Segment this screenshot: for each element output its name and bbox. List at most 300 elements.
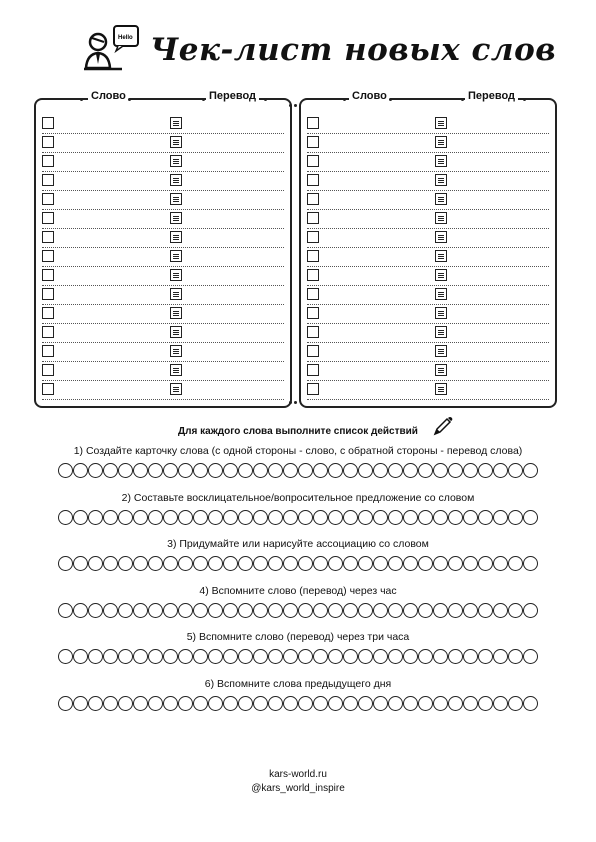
- translation-icon[interactable]: [435, 136, 447, 148]
- progress-circle[interactable]: [313, 556, 328, 571]
- word-checkbox[interactable]: [307, 117, 319, 129]
- progress-circle[interactable]: [178, 510, 193, 525]
- progress-circle[interactable]: [343, 649, 358, 664]
- word-checkbox[interactable]: [42, 155, 54, 167]
- progress-circle[interactable]: [358, 649, 373, 664]
- progress-circle[interactable]: [463, 696, 478, 711]
- progress-circle[interactable]: [238, 463, 253, 478]
- progress-circle[interactable]: [403, 556, 418, 571]
- progress-circle[interactable]: [223, 603, 238, 618]
- progress-circle[interactable]: [148, 556, 163, 571]
- progress-circle[interactable]: [193, 556, 208, 571]
- progress-circle[interactable]: [103, 463, 118, 478]
- word-checkbox[interactable]: [42, 212, 54, 224]
- progress-circle[interactable]: [283, 603, 298, 618]
- header-dot: [128, 98, 131, 101]
- progress-circle[interactable]: [88, 603, 103, 618]
- word-checkbox[interactable]: [42, 307, 54, 319]
- progress-circle[interactable]: [508, 603, 523, 618]
- word-checkbox[interactable]: [307, 326, 319, 338]
- word-row: [42, 266, 284, 286]
- progress-circle[interactable]: [208, 649, 223, 664]
- progress-circle[interactable]: [478, 603, 493, 618]
- progress-circle[interactable]: [208, 510, 223, 525]
- progress-circle[interactable]: [73, 510, 88, 525]
- word-checkbox[interactable]: [307, 174, 319, 186]
- word-row: [307, 190, 549, 210]
- progress-circle[interactable]: [163, 463, 178, 478]
- word-table-right: [299, 90, 557, 408]
- translation-icon[interactable]: [170, 288, 182, 300]
- progress-circle[interactable]: [58, 649, 73, 664]
- progress-circle[interactable]: [133, 510, 148, 525]
- progress-circle[interactable]: [388, 510, 403, 525]
- progress-circle[interactable]: [133, 649, 148, 664]
- panel-separator-dots: [289, 104, 297, 108]
- column-header-word: Слово: [88, 90, 129, 102]
- column-header-word: Слово: [349, 90, 390, 102]
- word-checkbox[interactable]: [42, 117, 54, 129]
- word-checkbox[interactable]: [42, 231, 54, 243]
- progress-circle[interactable]: [373, 696, 388, 711]
- progress-circle[interactable]: [388, 463, 403, 478]
- progress-circle[interactable]: [373, 649, 388, 664]
- translation-icon[interactable]: [435, 212, 447, 224]
- progress-circle[interactable]: [178, 556, 193, 571]
- progress-circle[interactable]: [448, 603, 463, 618]
- progress-circle[interactable]: [448, 649, 463, 664]
- progress-circle[interactable]: [418, 510, 433, 525]
- progress-circle[interactable]: [388, 649, 403, 664]
- word-row: [42, 152, 284, 172]
- progress-circle[interactable]: [313, 696, 328, 711]
- progress-circle[interactable]: [433, 696, 448, 711]
- progress-circle[interactable]: [58, 510, 73, 525]
- progress-circle[interactable]: [433, 603, 448, 618]
- progress-circle[interactable]: [463, 463, 478, 478]
- progress-circle[interactable]: [373, 556, 388, 571]
- progress-circle[interactable]: [523, 510, 538, 525]
- word-row: [42, 190, 284, 210]
- word-row: [42, 361, 284, 381]
- progress-circle[interactable]: [283, 649, 298, 664]
- progress-circle[interactable]: [328, 603, 343, 618]
- progress-circle[interactable]: [418, 696, 433, 711]
- progress-circle[interactable]: [433, 649, 448, 664]
- progress-circle[interactable]: [73, 603, 88, 618]
- word-checkbox[interactable]: [307, 193, 319, 205]
- progress-circle[interactable]: [523, 649, 538, 664]
- progress-circle[interactable]: [373, 463, 388, 478]
- progress-circle[interactable]: [508, 649, 523, 664]
- progress-circle[interactable]: [298, 603, 313, 618]
- progress-circle[interactable]: [163, 510, 178, 525]
- progress-circle[interactable]: [73, 649, 88, 664]
- translation-icon[interactable]: [170, 212, 182, 224]
- progress-circle[interactable]: [163, 649, 178, 664]
- progress-circle[interactable]: [403, 649, 418, 664]
- progress-circle[interactable]: [238, 649, 253, 664]
- teacher-with-speech-bubble-icon: [84, 24, 144, 76]
- word-checkbox[interactable]: [307, 212, 319, 224]
- progress-circle[interactable]: [163, 696, 178, 711]
- header-dot: [461, 98, 464, 101]
- progress-circle[interactable]: [493, 556, 508, 571]
- word-row: [307, 361, 549, 381]
- progress-circle[interactable]: [148, 603, 163, 618]
- progress-circle[interactable]: [88, 463, 103, 478]
- word-checkbox[interactable]: [307, 269, 319, 281]
- progress-circle[interactable]: [118, 463, 133, 478]
- progress-circle[interactable]: [208, 696, 223, 711]
- progress-circle[interactable]: [88, 649, 103, 664]
- progress-circle[interactable]: [448, 510, 463, 525]
- progress-circle[interactable]: [478, 696, 493, 711]
- progress-circle[interactable]: [88, 556, 103, 571]
- word-row: [307, 171, 549, 191]
- progress-circle[interactable]: [193, 510, 208, 525]
- progress-circle[interactable]: [298, 696, 313, 711]
- progress-circle[interactable]: [178, 649, 193, 664]
- progress-circle[interactable]: [148, 510, 163, 525]
- progress-circle[interactable]: [253, 696, 268, 711]
- header-dot: [202, 98, 205, 101]
- progress-circle[interactable]: [298, 556, 313, 571]
- word-checkbox[interactable]: [42, 345, 54, 357]
- progress-circle[interactable]: [283, 463, 298, 478]
- translation-icon[interactable]: [170, 383, 182, 395]
- translation-icon[interactable]: [170, 174, 182, 186]
- progress-circle[interactable]: [223, 556, 238, 571]
- progress-circle[interactable]: [328, 696, 343, 711]
- progress-circle[interactable]: [433, 510, 448, 525]
- progress-circle[interactable]: [478, 649, 493, 664]
- progress-circle[interactable]: [103, 696, 118, 711]
- instructions-title: Для каждого слова выполните список действий: [178, 426, 418, 437]
- progress-circle[interactable]: [283, 556, 298, 571]
- progress-circle[interactable]: [373, 510, 388, 525]
- progress-circle[interactable]: [388, 556, 403, 571]
- word-checkbox[interactable]: [42, 269, 54, 281]
- header-dot: [264, 98, 267, 101]
- progress-circle[interactable]: [253, 556, 268, 571]
- page-header: [0, 18, 596, 82]
- progress-circle[interactable]: [268, 603, 283, 618]
- translation-icon[interactable]: [435, 231, 447, 243]
- progress-circle[interactable]: [178, 696, 193, 711]
- progress-circle[interactable]: [208, 463, 223, 478]
- translation-icon[interactable]: [170, 326, 182, 338]
- progress-circle[interactable]: [103, 556, 118, 571]
- progress-circle[interactable]: [133, 696, 148, 711]
- progress-circle[interactable]: [253, 603, 268, 618]
- word-checkbox[interactable]: [42, 250, 54, 262]
- word-row: [42, 133, 284, 153]
- translation-icon[interactable]: [435, 288, 447, 300]
- page-title: Чек-лист новых слов: [150, 32, 557, 68]
- progress-circle[interactable]: [163, 556, 178, 571]
- translation-icon[interactable]: [170, 117, 182, 129]
- progress-circle[interactable]: [103, 510, 118, 525]
- translation-icon[interactable]: [435, 345, 447, 357]
- word-checkbox[interactable]: [307, 345, 319, 357]
- progress-circle[interactable]: [448, 556, 463, 571]
- word-row: [307, 228, 549, 248]
- progress-circle[interactable]: [463, 649, 478, 664]
- progress-circle[interactable]: [403, 696, 418, 711]
- progress-circle[interactable]: [118, 649, 133, 664]
- progress-circle[interactable]: [163, 603, 178, 618]
- progress-circle[interactable]: [118, 510, 133, 525]
- progress-circle[interactable]: [403, 463, 418, 478]
- progress-circle[interactable]: [253, 463, 268, 478]
- progress-circle[interactable]: [523, 603, 538, 618]
- progress-circle[interactable]: [343, 556, 358, 571]
- progress-circle[interactable]: [358, 510, 373, 525]
- translation-icon[interactable]: [170, 155, 182, 167]
- word-checkbox[interactable]: [42, 326, 54, 338]
- translation-icon[interactable]: [170, 193, 182, 205]
- progress-circle[interactable]: [388, 603, 403, 618]
- task-label: 5) Вспомните слово (перевод) через три часа: [186, 631, 410, 644]
- logo-bubble-text: Hello: [118, 35, 133, 41]
- header-dot: [523, 98, 526, 101]
- progress-circle[interactable]: [343, 510, 358, 525]
- word-row: [42, 342, 284, 362]
- progress-circle[interactable]: [403, 603, 418, 618]
- translation-icon[interactable]: [170, 307, 182, 319]
- progress-circle[interactable]: [493, 696, 508, 711]
- word-row: [42, 304, 284, 324]
- progress-circle[interactable]: [328, 649, 343, 664]
- translation-icon[interactable]: [170, 250, 182, 262]
- translation-icon[interactable]: [170, 136, 182, 148]
- progress-circle[interactable]: [493, 603, 508, 618]
- translation-icon[interactable]: [435, 155, 447, 167]
- progress-circle[interactable]: [148, 696, 163, 711]
- progress-circle[interactable]: [283, 696, 298, 711]
- progress-circle[interactable]: [328, 556, 343, 571]
- word-checkbox[interactable]: [42, 383, 54, 395]
- progress-circle[interactable]: [358, 556, 373, 571]
- progress-circle[interactable]: [523, 696, 538, 711]
- translation-icon[interactable]: [435, 326, 447, 338]
- progress-circle[interactable]: [313, 649, 328, 664]
- progress-circle[interactable]: [193, 649, 208, 664]
- panel-separator-dots: [289, 401, 297, 405]
- progress-circle[interactable]: [448, 463, 463, 478]
- word-row: [307, 133, 549, 153]
- progress-circle[interactable]: [373, 603, 388, 618]
- translation-icon[interactable]: [435, 383, 447, 395]
- word-row: [307, 285, 549, 305]
- progress-circle[interactable]: [103, 603, 118, 618]
- progress-circle[interactable]: [88, 696, 103, 711]
- word-checkbox[interactable]: [307, 288, 319, 300]
- progress-circle[interactable]: [118, 696, 133, 711]
- progress-circle[interactable]: [58, 463, 73, 478]
- translation-icon[interactable]: [435, 193, 447, 205]
- progress-circle[interactable]: [343, 603, 358, 618]
- word-checkbox[interactable]: [42, 193, 54, 205]
- footer-handle: @kars_world_inspire: [251, 783, 345, 794]
- progress-circle[interactable]: [463, 556, 478, 571]
- word-checkbox[interactable]: [307, 231, 319, 243]
- task-label: 4) Вспомните слово (перевод) через час: [199, 584, 397, 597]
- word-checkbox[interactable]: [307, 364, 319, 376]
- progress-circle[interactable]: [508, 510, 523, 525]
- progress-circle[interactable]: [388, 696, 403, 711]
- word-checkbox[interactable]: [307, 307, 319, 319]
- progress-circle[interactable]: [118, 603, 133, 618]
- progress-circle[interactable]: [358, 463, 373, 478]
- header-dot: [80, 98, 83, 101]
- progress-circle[interactable]: [313, 603, 328, 618]
- progress-circle[interactable]: [298, 510, 313, 525]
- progress-circle[interactable]: [88, 510, 103, 525]
- progress-circle[interactable]: [223, 696, 238, 711]
- progress-circle[interactable]: [208, 556, 223, 571]
- progress-circle[interactable]: [238, 696, 253, 711]
- progress-circle[interactable]: [73, 463, 88, 478]
- progress-circle[interactable]: [193, 463, 208, 478]
- progress-circle[interactable]: [268, 556, 283, 571]
- word-row: [42, 228, 284, 248]
- progress-circle[interactable]: [268, 463, 283, 478]
- progress-circle[interactable]: [418, 649, 433, 664]
- translation-icon[interactable]: [435, 174, 447, 186]
- progress-circle[interactable]: [478, 556, 493, 571]
- progress-circle[interactable]: [133, 463, 148, 478]
- progress-circle[interactable]: [133, 556, 148, 571]
- translation-icon[interactable]: [170, 269, 182, 281]
- word-row: [307, 342, 549, 362]
- word-row: [307, 247, 549, 267]
- progress-circle[interactable]: [148, 463, 163, 478]
- progress-circle[interactable]: [283, 510, 298, 525]
- progress-circle[interactable]: [238, 556, 253, 571]
- progress-circle[interactable]: [358, 696, 373, 711]
- column-header-translation: Перевод: [465, 90, 518, 102]
- translation-icon[interactable]: [170, 231, 182, 243]
- progress-circle[interactable]: [463, 510, 478, 525]
- word-row: [42, 323, 284, 343]
- progress-circle[interactable]: [223, 649, 238, 664]
- progress-circle[interactable]: [193, 696, 208, 711]
- word-row: [42, 171, 284, 191]
- translation-icon[interactable]: [170, 364, 182, 376]
- progress-circle[interactable]: [253, 510, 268, 525]
- progress-circle[interactable]: [73, 696, 88, 711]
- progress-circle[interactable]: [463, 603, 478, 618]
- word-row: [42, 247, 284, 267]
- translation-icon[interactable]: [435, 269, 447, 281]
- task-label: 3) Придумайте или нарисуйте ассоциацию со словом: [167, 538, 429, 551]
- progress-circle[interactable]: [223, 510, 238, 525]
- word-checkbox[interactable]: [42, 288, 54, 300]
- progress-circle[interactable]: [253, 649, 268, 664]
- progress-circle[interactable]: [103, 649, 118, 664]
- progress-circle[interactable]: [358, 603, 373, 618]
- progress-circle[interactable]: [238, 603, 253, 618]
- word-checkbox[interactable]: [42, 136, 54, 148]
- progress-circle[interactable]: [508, 696, 523, 711]
- progress-circle[interactable]: [268, 696, 283, 711]
- progress-circle[interactable]: [433, 556, 448, 571]
- progress-circle[interactable]: [178, 463, 193, 478]
- progress-circle[interactable]: [493, 649, 508, 664]
- header-dot: [343, 98, 346, 101]
- progress-circle[interactable]: [58, 603, 73, 618]
- task-label: 1) Создайте карточку слова (с одной стороны - слово, с обратной стороны - перевод слова): [73, 445, 523, 457]
- progress-circle[interactable]: [268, 649, 283, 664]
- progress-circle[interactable]: [328, 510, 343, 525]
- task-label: 6) Вспомните слова предыдущего дня: [204, 678, 392, 690]
- progress-circle[interactable]: [343, 696, 358, 711]
- progress-circle[interactable]: [313, 463, 328, 478]
- word-checkbox[interactable]: [307, 250, 319, 262]
- progress-circle[interactable]: [208, 603, 223, 618]
- translation-icon[interactable]: [435, 250, 447, 262]
- progress-circle[interactable]: [193, 603, 208, 618]
- word-table-left: [34, 90, 292, 408]
- word-checkbox[interactable]: [307, 383, 319, 395]
- translation-icon[interactable]: [435, 364, 447, 376]
- progress-circle[interactable]: [508, 556, 523, 571]
- word-checkbox[interactable]: [42, 364, 54, 376]
- progress-circle[interactable]: [223, 463, 238, 478]
- progress-circle[interactable]: [418, 463, 433, 478]
- word-row: [307, 380, 549, 400]
- progress-circle[interactable]: [508, 463, 523, 478]
- word-checkbox[interactable]: [42, 174, 54, 186]
- progress-circle[interactable]: [523, 556, 538, 571]
- translation-icon[interactable]: [435, 117, 447, 129]
- word-checkbox[interactable]: [307, 155, 319, 167]
- progress-circle[interactable]: [328, 463, 343, 478]
- progress-circle[interactable]: [118, 556, 133, 571]
- progress-circle[interactable]: [478, 510, 493, 525]
- progress-circle[interactable]: [238, 510, 253, 525]
- word-checkbox[interactable]: [307, 136, 319, 148]
- progress-circle[interactable]: [433, 463, 448, 478]
- progress-circle[interactable]: [493, 510, 508, 525]
- progress-circle[interactable]: [403, 510, 418, 525]
- progress-circle[interactable]: [478, 463, 493, 478]
- progress-circle[interactable]: [298, 463, 313, 478]
- progress-circle[interactable]: [268, 510, 283, 525]
- progress-circle[interactable]: [73, 556, 88, 571]
- progress-circle[interactable]: [148, 649, 163, 664]
- progress-circle[interactable]: [448, 696, 463, 711]
- word-row: [42, 380, 284, 400]
- progress-circle[interactable]: [343, 463, 358, 478]
- progress-circle[interactable]: [178, 603, 193, 618]
- progress-circle[interactable]: [58, 556, 73, 571]
- progress-circle[interactable]: [133, 603, 148, 618]
- word-row: [42, 114, 284, 134]
- progress-circle[interactable]: [298, 649, 313, 664]
- progress-circle[interactable]: [313, 510, 328, 525]
- translation-icon[interactable]: [435, 307, 447, 319]
- progress-circle[interactable]: [493, 463, 508, 478]
- progress-circle[interactable]: [58, 696, 73, 711]
- translation-icon[interactable]: [170, 345, 182, 357]
- task-label: 2) Составьте восклицательное/вопросительное предложение со словом: [121, 491, 475, 504]
- progress-circle[interactable]: [418, 556, 433, 571]
- progress-circle[interactable]: [523, 463, 538, 478]
- progress-circle[interactable]: [418, 603, 433, 618]
